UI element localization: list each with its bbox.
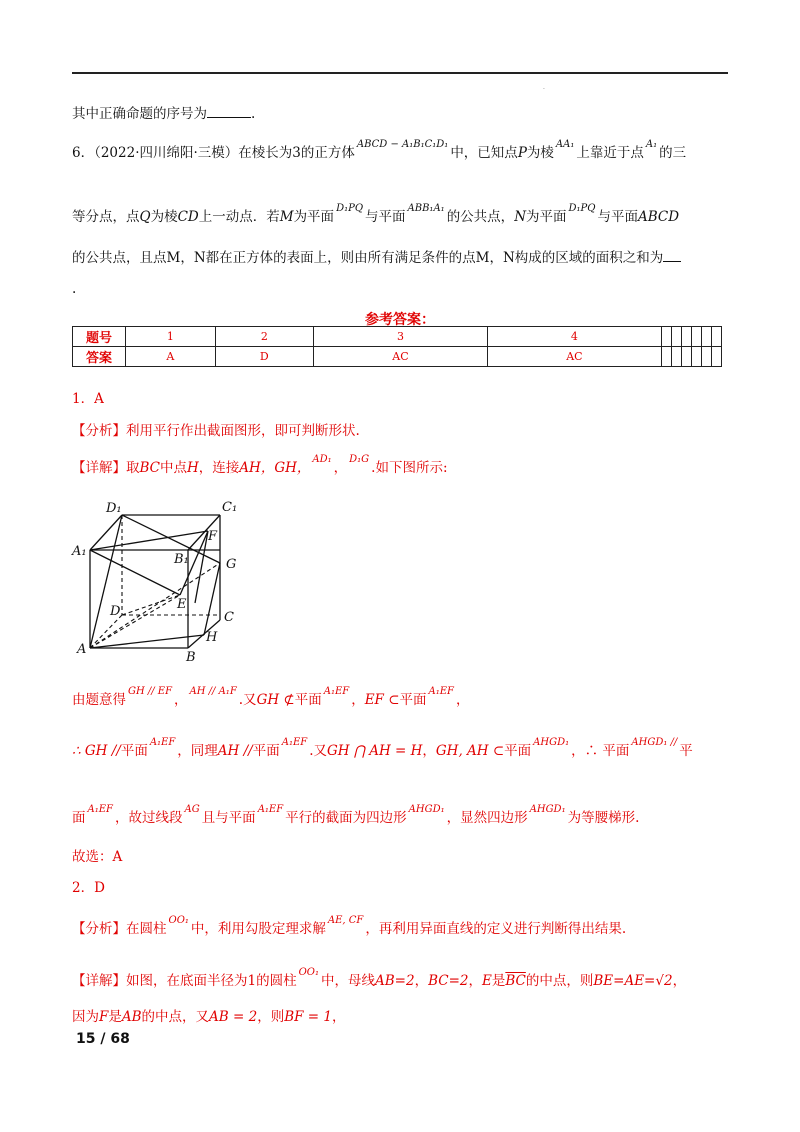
q6-line2: 等分点，点Q为棱CD上一动点．若M为平面$^{D_1PQ}$与平面$^{ABB_1A_1}$的公共点，N为平面$^{D_1PQ}$与平面ABCD (72, 203, 680, 225)
cube-figure (70, 495, 250, 665)
table-row: 答案 A D AC AC (73, 347, 722, 367)
s1-detail: 【详解】取BC中点H，连接AH，GH，$^{AD_1}$，$^{D_1G}$.如下图所示: (72, 454, 448, 476)
s1-choose: 故选：A (72, 849, 123, 865)
q5-text: 其中正确命题的序号为 (72, 106, 207, 122)
label-C1: C₁ (222, 500, 238, 515)
label-D1: D₁ (106, 501, 122, 516)
q6-line3: 的公共点，且点M，N都在正方体的表面上，则由所有满足条件的点M，N构成的区域的面积之和为 (72, 246, 681, 266)
s2-head: 2．D (72, 880, 105, 896)
label-F: F (208, 529, 218, 544)
s1-para1: 由题意得$^{GH // EF}$，$^{AH // A_1F}$.又GH ⊄平面$^{A_1EF}$，EF ⊂平面$^{A_1EF}$， (72, 686, 470, 708)
q6-line4: . (72, 281, 77, 297)
s2-detail: 【详解】如图，在底面半径为1的圆柱$^{OO_1}$中，母线AB=2，BC=2，E是$\overline{BC}$的中点，则BE=AE=√2， (72, 967, 687, 989)
label-B1: B₁ (174, 552, 189, 567)
table-row: 题号 1 2 3 4 (73, 327, 722, 347)
label-B: B (186, 650, 196, 665)
q5-tail: 其中正确命题的序号为 . (72, 106, 256, 122)
s2-last: 因为F是AB的中点，又AB = 2，则BF = 1， (72, 1009, 346, 1025)
header-rule (72, 72, 728, 74)
stray-mark: · (543, 86, 545, 93)
label-A: A (77, 642, 87, 657)
answer-blank (207, 105, 251, 118)
s1-para2: ∴ GH //平面$^{A_1EF}$，同理AH //平面$^{A_1EF}$.又GH ⋂ AH = H，GH, AH ⊂平面$^{AHGD_1}$，∴ 平面$^{AHGD_1 //}$平 (72, 737, 693, 759)
s2-analysis: 【分析】在圆柱$^{OO_1}$中，利用勾股定理求解$^{AE, CF}$，再利用异面直线的定义进行判断得出结果. (72, 915, 627, 937)
s1-analysis: 【分析】利用平行作出截面图形，即可判断形状. (72, 423, 360, 439)
answers-title: 参考答案： (365, 312, 435, 328)
label-E: E (177, 597, 187, 612)
q6-line1: 6．（2022·四川绵阳·三模）在棱长为3的正方体$^{ABCD - A_1B_1C_1D_1}$中，已知点P为棱$^{AA_1}$上靠近于点$^{A_1}$的三 (72, 139, 687, 161)
answer-blank (663, 249, 681, 262)
label-A1: A₁ (72, 544, 87, 559)
page-number: 15 / 68 (76, 1031, 130, 1047)
s1-head: 1．A (72, 391, 104, 407)
answer-table (72, 326, 722, 367)
label-D: D (110, 604, 121, 619)
label-H: H (206, 630, 218, 645)
label-C: C (224, 610, 234, 625)
label-G: G (226, 557, 237, 572)
s1-para3: 面$^{A_1EF}$，故过线段$^{AG}$且与平面$^{A_1EF}$平行的截面为四边形$^{AHGD_1}$，显然四边形$^{AHGD_1}$为等腰梯形. (72, 804, 640, 826)
